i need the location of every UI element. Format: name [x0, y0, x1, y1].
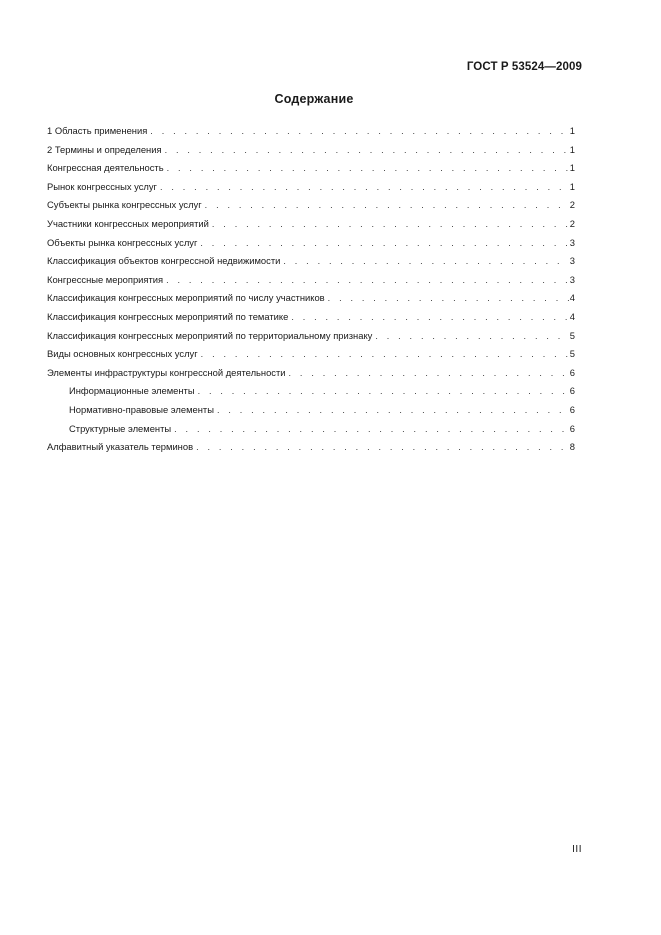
toc-entry-page: 5 — [569, 348, 575, 360]
toc-entry-page: 3 — [569, 273, 575, 285]
toc-entry-page: 3 — [569, 255, 575, 267]
toc-entry-label: 1 Область применения — [47, 125, 148, 136]
dot-leader — [174, 420, 569, 439]
toc-entry-page: 4 — [569, 292, 575, 304]
toc-entry-page: 6 — [569, 366, 575, 378]
toc-entry-label: Нормативно-правовые элементы — [69, 403, 214, 415]
toc-entry-page: 1 — [569, 180, 575, 192]
toc-entry-page: 1 — [569, 162, 575, 174]
dot-leader — [150, 122, 568, 141]
toc-entry-page: 6 — [569, 422, 575, 434]
dot-leader — [375, 327, 568, 346]
toc-entry-label: Субъекты рынка конгрессных услуг — [47, 199, 202, 211]
toc-entry-page: 8 — [569, 441, 575, 453]
dot-leader — [196, 438, 569, 457]
dot-leader — [167, 159, 569, 178]
toc-entry-congress-activity[interactable] — [47, 159, 575, 178]
table-of-contents — [47, 122, 575, 457]
toc-entry-market-objects[interactable] — [47, 234, 575, 253]
toc-entry-label: Информационные элементы — [69, 385, 195, 397]
toc-entry-page: 1 — [569, 125, 575, 136]
toc-entry-service-types[interactable] — [47, 345, 575, 364]
toc-entry-real-estate-classification[interactable] — [47, 252, 575, 271]
toc-entry-market-subjects[interactable] — [47, 196, 575, 215]
toc-entry-label: Классификация конгрессных мероприятий по тематике — [47, 310, 289, 322]
toc-entry-label: Структурные элементы — [69, 422, 172, 434]
dot-leader — [283, 252, 568, 271]
toc-entry-information-elements[interactable] — [47, 382, 575, 401]
toc-entry-alphabetical-index[interactable] — [47, 438, 575, 457]
toc-entry-page: 2 — [569, 199, 575, 211]
dot-leader — [160, 178, 569, 197]
dot-leader — [205, 196, 569, 215]
toc-entry-congress-events[interactable] — [47, 271, 575, 290]
dot-leader — [165, 141, 569, 160]
toc-entry-label: Конгрессные мероприятия — [47, 273, 164, 285]
page-number: III — [572, 844, 582, 855]
toc-entry-event-participants[interactable] — [47, 215, 575, 234]
toc-title: Содержание — [274, 92, 354, 106]
toc-entry-page: 1 — [569, 143, 575, 155]
toc-entry-label: Виды основных конгрессных услуг — [47, 348, 198, 360]
toc-entry-label: Участники конгрессных мероприятий — [47, 217, 209, 229]
dot-leader — [166, 271, 569, 290]
toc-entry-classification-by-participants[interactable] — [47, 289, 575, 308]
toc-entry-scope[interactable] — [47, 122, 575, 141]
toc-entry-label: Классификация конгрессных мероприятий по территориальному признаку — [47, 329, 373, 341]
dot-leader — [212, 215, 569, 234]
toc-entry-legal-elements[interactable] — [47, 401, 575, 420]
toc-entry-page: 3 — [569, 236, 575, 248]
toc-entry-infrastructure-elements[interactable] — [47, 364, 575, 383]
toc-entry-page: 5 — [569, 329, 575, 341]
toc-entry-page: 2 — [569, 217, 575, 229]
toc-entry-terms[interactable] — [47, 141, 575, 160]
dot-leader — [289, 364, 569, 383]
toc-entry-label: Классификация конгрессных мероприятий по числу участников — [47, 292, 325, 304]
toc-entry-structural-elements[interactable] — [47, 420, 575, 439]
toc-entry-label: Классификация объектов конгрессной недвижимости — [47, 255, 281, 267]
toc-entry-label: Алфавитный указатель терминов — [47, 441, 194, 453]
standard-code: ГОСТ Р 53524—2009 — [466, 61, 582, 73]
toc-entry-label: Элементы инфраструктуры конгрессной деятельности — [47, 366, 286, 378]
dot-leader — [291, 308, 568, 327]
toc-entry-services-market[interactable] — [47, 178, 575, 197]
dot-leader — [201, 345, 569, 364]
toc-entry-page: 6 — [569, 403, 575, 415]
dot-leader — [328, 289, 569, 308]
toc-entry-label: 2 Термины и определения — [47, 143, 162, 155]
toc-entry-page: 6 — [569, 385, 575, 397]
dot-leader — [200, 234, 568, 253]
toc-entry-label: Объекты рынка конгрессных услуг — [47, 236, 198, 248]
toc-entry-label: Конгрессная деятельность — [47, 162, 164, 174]
toc-entry-classification-by-topic[interactable] — [47, 308, 575, 327]
dot-leader — [217, 401, 569, 420]
toc-entry-label: Рынок конгрессных услуг — [47, 180, 157, 192]
dot-leader — [198, 382, 569, 401]
toc-entry-page: 4 — [569, 310, 575, 322]
toc-entry-classification-by-territory[interactable] — [47, 327, 575, 346]
